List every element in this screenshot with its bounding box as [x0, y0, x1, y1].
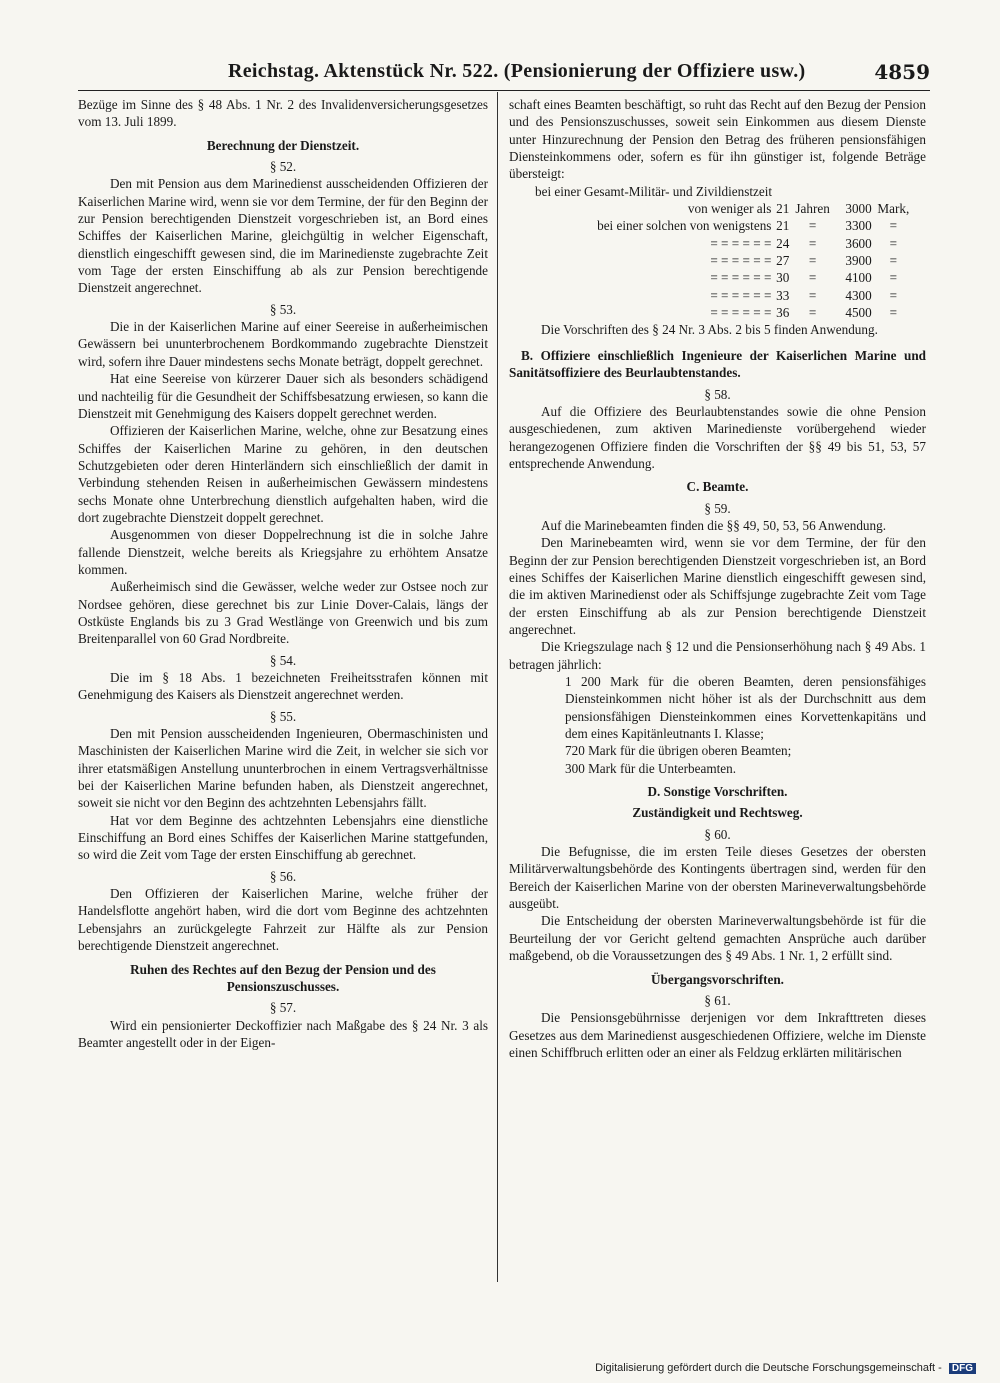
row-unit-years: =: [808, 287, 817, 303]
section-56-text: Den Offizieren der Kaiserlichen Marine, welche früher der Handelsflotte angehört haben, wird die dort vom Beginne des achtzehnten Lebensjahrs an zurückgelegte Fahrzeit zur Hälfte als zur Pension berechtigende Dienstzeit angerechnet.: [78, 886, 488, 954]
section-53-para-2: Hat eine Seereise von kürzerer Dauer sich als besonders schädigend und nachteilig für die Gesundheit der Schiffsbesatzung erwiesen, so kann die Dienstzeit mit Genehmigung des Kaisers doppelt gerechnet werden.: [78, 371, 488, 421]
heading-zustaendigkeit: Zuständigkeit und Rechtsweg.: [632, 805, 803, 821]
footer-credit: [595, 1362, 976, 1374]
section-59-para-1: Auf die Marinebeamten finden die §§ 49, 50, 53, 56 Anwendung.: [541, 517, 886, 533]
section-55-para-1: Den mit Pension ausscheidenden Ingenieuren, Obermaschinisten und Maschinisten der Kaiserlichen Marine wird die Zeit, in welcher sie sich vor ihrer etatsmäßigen Anstellung ununterbrochen in einem Vertragsverhältnisse bei der Kaiserlichen Marine befunden haben, als Dienstzeit angerechnet, soweit sie nicht vor den Beginn des achtzehnten Lebensjahrs fällt.: [78, 726, 488, 811]
heading-b-text: B. Offiziere einschließlich Ingenieure der Kaiserlichen Marine und Sanitätsoffiziere des Beurlaubtenstandes.: [509, 347, 926, 381]
row-amount: 3600: [845, 235, 872, 251]
row-amount: 3300: [845, 218, 872, 234]
row-unit-amount: Mark,: [877, 201, 910, 217]
heading-b: [509, 347, 926, 382]
row-amount: 4300: [845, 287, 872, 303]
section-55-para-2: Hat vor dem Beginne des achtzehnten Lebensjahrs eine dienstliche Einschiffung an Bord eines Schiffes der Kaiserlichen Marine stattgefunden, so wird die Zeit vom Tage der ersten Einschiffung ab gerechnet.: [78, 812, 488, 863]
page-number: 4859: [874, 60, 930, 84]
row-unit-amount: =: [889, 218, 898, 234]
row-unit-years: =: [808, 305, 817, 321]
row-unit-amount: =: [889, 253, 898, 269]
row-amount: 4100: [845, 270, 872, 286]
row-unit-amount: =: [889, 235, 898, 251]
section-59-para-3: Die Kriegszulage nach § 12 und die Pensionserhöhung nach § 49 Abs. 1 betragen jährlich:: [509, 639, 926, 672]
section-60-para-1: Die Befugnisse, die im ersten Teile dieses Gesetzes der obersten Militärverwaltungsbehörde des Kontingents übertragen sind, werden für den Bereich der Kaiserlichen Marine von der obersten Marineverwaltungsbehörde ausgeübt.: [509, 844, 926, 912]
dfg-logo: DFG: [949, 1363, 976, 1374]
section-53-para-4: Ausgenommen von dieser Doppelrechnung ist die in solche Jahre fallende Dienstzeit, welche bereits als Kriegsjahre zu erhöhtem Ansatze kommen.: [78, 527, 488, 577]
section-61-number: § 61.: [704, 992, 731, 1008]
row-years: 21: [776, 201, 790, 217]
row-unit-amount: =: [889, 305, 898, 321]
table-row: [535, 269, 915, 286]
section-60-number: § 60.: [704, 826, 731, 842]
section-53-para-1: Die in der Kaiserlichen Marine auf einer Seereise in außerheimischen Gewässern bei ununterbrochenem Bordkommando zugebrachte Dienstzeit wird, sofern ihre Dauer mindestens sechs Monate beträgt, doppelt gerechnet.: [78, 319, 488, 369]
section-57-text: Wird ein pensionierter Deckoffizier nach Maßgabe des § 24 Nr. 3 als Beamter angestellt oder in der Eigen-: [78, 1017, 488, 1050]
section-54-number: § 54.: [269, 652, 297, 668]
heading-c: C. Beamte.: [686, 479, 749, 495]
section-53-number: § 53.: [269, 301, 297, 317]
footer-text: Digitalisierung gefördert durch die Deutsche Forschungsgemeinschaft -: [595, 1362, 942, 1374]
row-label: = = = = = =: [710, 235, 772, 251]
section-59-number: § 59.: [704, 500, 731, 516]
row-label: bei einer solchen von wenigstens: [597, 218, 772, 234]
table-row: [535, 287, 915, 304]
intro-text: Bezüge im Sinne des § 48 Abs. 1 Nr. 2 des Invalidenversicherungsgesetzes vom 13. Juli 1899.: [78, 97, 488, 130]
row-amount: 3900: [845, 253, 872, 269]
heading-ruhen: Ruhen des Rechtes auf den Bezug der Pension und des Pensionszuschusses.: [130, 961, 436, 994]
page-header: [78, 60, 930, 91]
section-59-list: [565, 673, 926, 777]
column-divider: [497, 92, 498, 1282]
continued-text: schaft eines Beamten beschäftigt, so ruht das Recht auf den Bezug der Pension und des Pensionszuschusses, soweit sein Einkommen aus diesem Dienste unter Hinzurechnung der Pension den Betrag des früheren pensionsfähigen Diensteinkommens oder, sofern es für ihn günstiger ist, folgende Beträge übersteigt:: [509, 97, 926, 182]
section-58-text: Auf die Offiziere des Beurlaubtenstandes sowie die ohne Pension ausgeschiedenen, zum aktiven Marinedienste vorübergehend wieder herangezogenen Offiziere finden die Vorschriften der §§ 49 bis 51, 53, 57 entsprechende Anwendung.: [509, 403, 926, 471]
heading-uebergang: Übergangsvorschriften.: [651, 971, 784, 987]
service-time-table: [535, 200, 915, 321]
section-57-number: § 57.: [269, 1000, 297, 1016]
row-label: = = = = = =: [710, 305, 772, 321]
row-years: 33: [776, 287, 790, 303]
row-unit-years: =: [808, 253, 817, 269]
table-row: [535, 304, 915, 321]
table-after-text: Die Vorschriften des § 24 Nr. 3 Abs. 2 bis 5 finden Anwendung.: [541, 322, 878, 338]
row-unit-years: =: [808, 235, 817, 251]
row-unit-years: =: [808, 218, 817, 234]
list-item: 300 Mark für die Unterbeamten.: [565, 760, 737, 776]
section-52-number: § 52.: [269, 159, 297, 175]
section-54-text: Die im § 18 Abs. 1 bezeichneten Freiheitsstrafen können mit Genehmigung des Kaisers als Dienstzeit angerechnet werden.: [78, 670, 488, 703]
row-amount: 4500: [845, 305, 872, 321]
row-unit-amount: =: [889, 270, 898, 286]
row-years: 24: [776, 235, 790, 251]
row-amount: 3000: [845, 201, 872, 217]
section-58-number: § 58.: [704, 386, 731, 402]
row-label: = = = = = =: [710, 270, 772, 286]
section-59-para-2: Den Marinebeamten wird, wenn sie vor dem Termine, der für den Beginn der zur Pension berechtigenden Dienstzeit vorgeschrieben ist, an Bord eines Schiffes der Kaiserlichen Marine dienstlich eingeschifft gewesen sind, die im aktiven Marinedienst oder als Schiffsjunge zugebrachte Zeit vom Tage der ersten Einschiffung ab als zur Pension berechtigende Dienstzeit angerechnet.: [509, 535, 926, 637]
left-column: [78, 96, 488, 1051]
section-55-number: § 55.: [269, 708, 297, 724]
section-53-para-3: Offizieren der Kaiserlichen Marine, welche, ohne zur Besatzung eines Schiffes der Kaiserlichen Marine zu gehören, in den deutschen Schutzgebieten oder deren Hinterländern sich einschließlich der damit in Verbindung stehenden Reisen in außerheimischen Gewässern mindestens sechs Monate ohne Unterbrechung dienstlich aufgehalten haben, wird die dort zugebrachte Dienstzeit doppelt gerechnet.: [78, 423, 488, 525]
row-label: = = = = = =: [710, 253, 772, 269]
section-61-text: Die Pensionsgebührnisse derjenigen vor dem Inkrafttreten dieses Gesetzes aus dem Marinedienst ausgeschiedenen Offiziere, welche im Dienste einen Schiffbruch erlitten oder an einer als Feldzug erklärten militärischen: [509, 1010, 926, 1060]
list-item: 1 200 Mark für die oberen Beamten, deren pensionsfähiges Diensteinkommen nicht höher ist als der Durchschnitt aus dem pensionsfähigen Diensteinkommen eines Korvettenkapitäns und dem eines Kapitänleutnants I. Klasse;: [565, 674, 926, 742]
row-years: 27: [776, 253, 790, 269]
running-title: Reichstag. Aktenstück Nr. 522. (Pensionierung der Offiziere usw.): [228, 60, 806, 82]
heading-d: D. Sonstige Vorschriften.: [647, 784, 788, 800]
list-item: 720 Mark für die übrigen oberen Beamten;: [565, 743, 792, 759]
row-years: 30: [776, 270, 790, 286]
table-row: [535, 217, 915, 234]
row-unit-years: Jahren: [795, 201, 830, 217]
table-intro: bei einer Gesamt-Militär- und Zivildienstzeit: [535, 183, 773, 199]
heading-dienstzeit: Berechnung der Dienstzeit.: [206, 137, 360, 153]
table-row: [535, 200, 915, 217]
row-years: 21: [776, 218, 790, 234]
section-60-para-2: Die Entscheidung der obersten Marineverwaltungsbehörde ist für die Beurteilung der vor Gericht geltend gemachten Ansprüche auch darüber maßgebend, ob die Voraussetzungen des § 49 Abs. 1 Nr. 1, 2 erfüllt sind.: [509, 913, 926, 964]
row-years: 36: [776, 305, 790, 321]
table-row: [535, 235, 915, 252]
row-unit-years: =: [808, 270, 817, 286]
section-53-para-5: Außerheimisch sind die Gewässer, welche weder zur Ostsee noch zur Nordsee gehören, diese gerechnet bis zur Linie Dover-Calais, längs der Ostküste Englands bis zu 3 Grad Westlänge von Greenwich und bis zum Breitenparallel von 60 Grad Nordbreite.: [78, 579, 488, 647]
right-column: [509, 96, 926, 1061]
section-56-number: § 56.: [269, 868, 297, 884]
table-row: [535, 252, 915, 269]
row-label: = = = = = =: [710, 287, 772, 303]
row-label: von weniger als: [687, 201, 772, 217]
section-52-text: Den mit Pension aus dem Marinedienst ausscheidenden Offizieren der Kaiserlichen Marine wird, wenn sie vor dem Termine, der für den Beginn der zur Pension berechtigenden Dienstzeit vorgeschrieben ist, an Bord eines Schiffes der Kaiserlichen Marine, gleichgültig in welcher Eigenschaft, dienstlich eingeschifft gewesen sind, die im Marinedienste zugebrachte Zeit vom Tage der ersten Einschiffung ab als zur Pension berechtigende Dienstzeit angerechnet.: [78, 176, 488, 296]
row-unit-amount: =: [889, 287, 898, 303]
